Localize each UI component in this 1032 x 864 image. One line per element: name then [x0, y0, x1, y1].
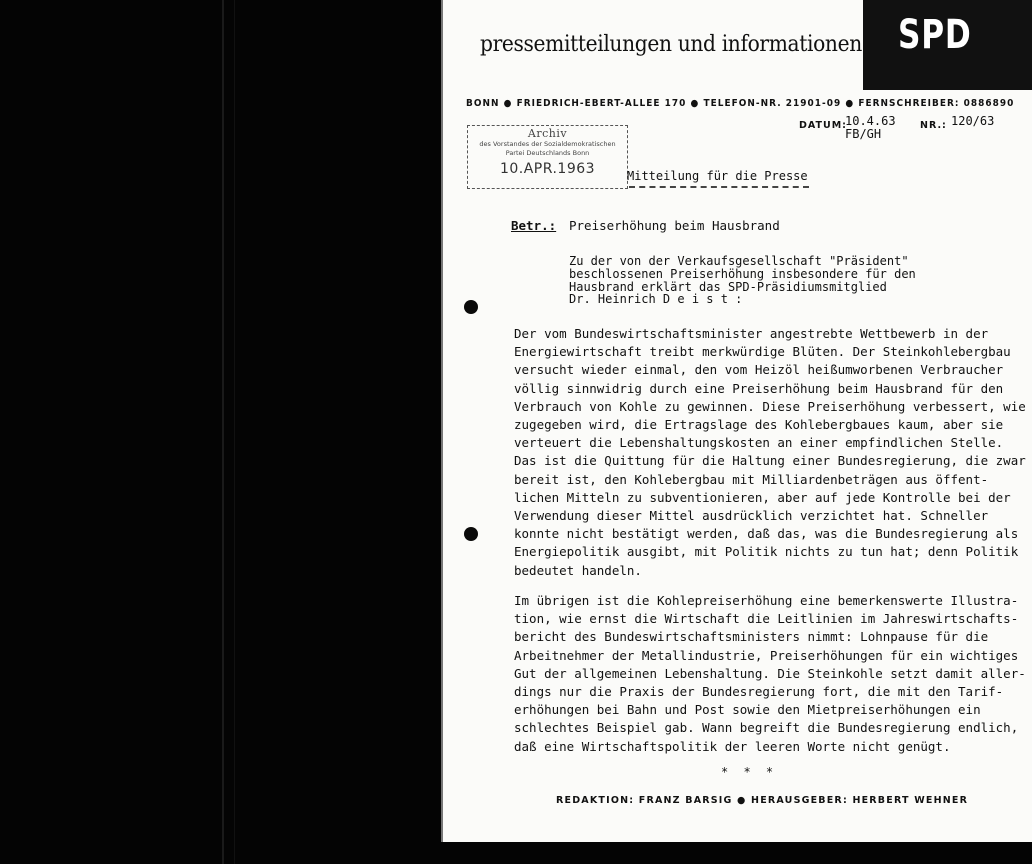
text-line: Energiepolitik ausgibt, mit Politik nichts zu tun hat; denn Politik	[514, 544, 1019, 560]
paragraph-2	[514, 592, 1026, 756]
text-line: Der vom Bundeswirtschaftsminister angestrebte Wettbewerb in der	[514, 326, 989, 341]
intro-block	[569, 255, 989, 306]
text-line: bereit ist, den Kohlebergbau mit Milliardenbeträgen aus öffent-	[514, 471, 989, 487]
separator-stars: * * *	[721, 765, 778, 779]
subject-label: Betr.:	[511, 218, 557, 233]
datum-label: DATUM:	[799, 120, 847, 131]
text-line: dings nur die Praxis der Bundesregierung fort, die mit den Tarif-	[514, 684, 1004, 700]
text-line: zugegeben wird, die Ertragslage des Kohlebergbaues kaum, aber sie	[514, 417, 1004, 433]
intro-line: Hausbrand erklärt das SPD-Präsidiumsmitglied	[569, 279, 887, 294]
subject-text: Preiserhöhung beim Hausbrand	[569, 218, 780, 233]
text-line: verteuert die Lebenshaltungskosten an einer empfindlichen Stelle.	[514, 435, 1004, 451]
text-line: erhöhungen bei Bahn und Post sowie den Mietpreiserhöhungen ein	[514, 702, 981, 718]
text-line: lichen Mitteln zu subventionieren, aber auf jede Kontrolle bei der	[514, 489, 1011, 505]
header-title: pressemitteilungen und informationen	[480, 32, 862, 57]
text-line: Verbrauch von Kohle zu gewinnen. Diese Preiserhöhung verbessert, wie	[514, 398, 1026, 414]
text-line: Gut der allgemeinen Lebenshaltung. Die Steinkohle setzt damit aller-	[514, 665, 1026, 681]
intro-line: Dr. Heinrich D e i s t :	[569, 292, 743, 307]
folder-edge	[222, 0, 224, 864]
text-line: Verwendung dieser Mittel ausdrücklich verzichtet hat. Schneller	[514, 508, 989, 524]
text-line: völlig sinnwidrig durch eine Preiserhöhung beim Hausbrand für den	[514, 380, 1004, 396]
footer-credits: REDAKTION: FRANZ BARSIG ● HERAUSGEBER: HERBERT WEHNER	[556, 795, 969, 806]
press-release-page	[443, 0, 1032, 842]
text-line: bericht des Bundeswirtschaftsministers nimmt: Lohnpause für die	[514, 629, 989, 645]
intro-line: Zu der von der Verkaufsgesellschaft "Präsident"	[569, 254, 909, 268]
intro-line: beschlossenen Preiserhöhung insbesondere für den	[569, 266, 916, 281]
text-line: tion, wie ernst die Wirtschaft die Leitlinien im Jahreswirtschafts-	[514, 611, 1019, 627]
punch-hole-dot	[464, 527, 478, 541]
text-line: Arbeitnehmer der Metallindustrie, Preiserhöhungen für ein wichtiges	[514, 647, 1019, 663]
archive-stamp	[467, 125, 628, 189]
heading-underline	[629, 186, 809, 188]
text-line: Das ist die Quittung für die Haltung einer Bundesregierung, die zwar	[514, 453, 1026, 469]
text-line: bedeutet handeln.	[514, 562, 642, 578]
datum-value: 10.4.63	[845, 114, 896, 128]
stamp-line-2: Partei Deutschlands Bonn	[505, 149, 590, 157]
nr-value: 120/63	[951, 114, 995, 128]
paragraph-1	[514, 325, 1026, 580]
punch-hole-dot	[464, 300, 478, 314]
text-line: versucht wieder einmal, den vom Heizöl heißumworbenen Verbraucher	[514, 362, 1004, 378]
stamp-line-1: des Vorstandes der Sozialdemokratischen	[479, 140, 616, 148]
initials: FB/GH	[845, 127, 882, 141]
text-line: Im übrigen ist die Kohlepreiserhöhung eine bemerkenswerte Illustra-	[514, 593, 1019, 608]
text-line: Energiewirtschaft treibt merkwürdige Blüten. Der Steinkohlebergbau	[514, 344, 1011, 360]
address-line: BONN ● FRIEDRICH-EBERT-ALLEE 170 ● TELEFON-NR. 21901-09 ● FERNSCHREIBER: 0886890	[466, 98, 1015, 109]
document-heading: Mitteilung für die Presse	[627, 169, 808, 183]
text-line: schlechtes Beispiel gab. Wann begreift die Bundesregierung endlich,	[514, 720, 1019, 736]
nr-label: NR.:	[920, 120, 947, 131]
stamp-title: Archiv	[527, 127, 568, 140]
stamp-date: 10.APR.1963	[499, 161, 596, 177]
spd-logo: SPD	[898, 12, 972, 58]
folder-edge-inner	[234, 0, 235, 864]
text-line: konnte nicht bestätigt werden, daß das, was die Bundesregierung als	[514, 526, 1019, 542]
text-line: daß eine Wirtschaftspolitik der leeren Worte nicht genügt.	[514, 738, 951, 754]
